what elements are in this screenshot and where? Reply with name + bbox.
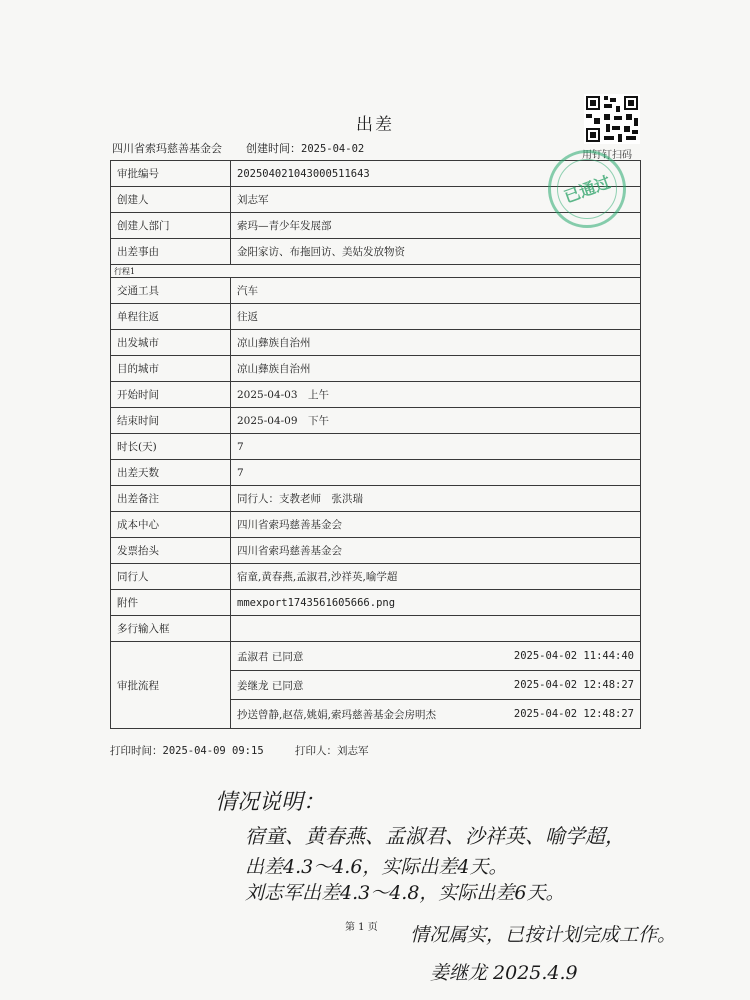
table-row bbox=[111, 512, 641, 538]
stamp-text: 已通过 bbox=[561, 172, 614, 207]
field-label: 成本中心 bbox=[111, 512, 231, 538]
field-label: 审批流程 bbox=[111, 642, 231, 729]
organization-name: 四川省索玛慈善基金会 bbox=[112, 142, 222, 155]
field-label: 同行人 bbox=[111, 564, 231, 590]
table-row bbox=[111, 408, 641, 434]
created-time bbox=[246, 140, 364, 156]
field-value: 7 bbox=[231, 434, 641, 460]
field-label: 出差备注 bbox=[111, 486, 231, 512]
field-label: 审批编号 bbox=[111, 161, 231, 187]
table-row bbox=[111, 590, 641, 616]
field-value: 2025-04-03 上午 bbox=[231, 382, 641, 408]
field-value: 宿童,黄春燕,孟淑君,沙祥英,喻学超 bbox=[231, 564, 641, 590]
table-row bbox=[111, 304, 641, 330]
flow-step-time: 2025-04-02 12:48:27 bbox=[513, 679, 634, 691]
table-row bbox=[111, 278, 641, 304]
flow-step bbox=[231, 670, 640, 699]
table-row bbox=[111, 434, 641, 460]
flow-step-who: 抄送曾静,赵蓓,姚娟,索玛慈善基金会房明杰 bbox=[237, 708, 437, 721]
approval-flow bbox=[231, 642, 641, 729]
field-label: 出发城市 bbox=[111, 330, 231, 356]
field-value: 刘志军 bbox=[231, 187, 641, 213]
field-value: 2025-04-09 下午 bbox=[231, 408, 641, 434]
printer: 打印人：刘志军 bbox=[295, 745, 369, 757]
qr-label: 用钉钉扫码 bbox=[582, 150, 632, 161]
field-value: 7 bbox=[231, 460, 641, 486]
field-label: 目的城市 bbox=[111, 356, 231, 382]
approval-form-table bbox=[110, 160, 641, 729]
print-time-text: 打印时间：2025-04-09 09:15 bbox=[110, 745, 264, 757]
field-label: 时长(天) bbox=[111, 434, 231, 460]
table-row bbox=[111, 616, 641, 642]
created-label: 创建时间： bbox=[246, 142, 301, 155]
section-label: 行程1 bbox=[111, 265, 641, 278]
table-row bbox=[111, 356, 641, 382]
flow-step-time: 2025-04-02 12:48:27 bbox=[513, 708, 634, 720]
flow-step-time: 2025-04-02 11:44:40 bbox=[513, 650, 634, 662]
field-label: 交通工具 bbox=[111, 278, 231, 304]
approval-flow-row bbox=[111, 642, 641, 729]
field-value: 往返 bbox=[231, 304, 641, 330]
table-row bbox=[111, 538, 641, 564]
qr-code bbox=[584, 94, 640, 144]
field-label: 结束时间 bbox=[111, 408, 231, 434]
attachment-link[interactable]: mmexport1743561605666.png bbox=[231, 590, 641, 616]
table-row bbox=[111, 239, 641, 265]
section-row bbox=[111, 265, 641, 278]
table-row bbox=[111, 564, 641, 590]
field-value: 索玛—青少年发展部 bbox=[231, 213, 641, 239]
field-value: 四川省索玛慈善基金会 bbox=[231, 512, 641, 538]
field-label: 开始时间 bbox=[111, 382, 231, 408]
field-label: 创建人部门 bbox=[111, 213, 231, 239]
print-time bbox=[110, 743, 264, 758]
flow-step bbox=[231, 642, 640, 670]
approved-stamp bbox=[548, 150, 626, 228]
field-value: 四川省索玛慈善基金会 bbox=[231, 538, 641, 564]
field-label: 单程往返 bbox=[111, 304, 231, 330]
table-row bbox=[111, 382, 641, 408]
field-label: 出差天数 bbox=[111, 460, 231, 486]
flow-step-who: 孟淑君 已同意 bbox=[237, 650, 304, 663]
handwritten-note-line: 宿童、黄春燕、孟淑君、沙祥英、喻学超， bbox=[245, 824, 625, 848]
field-label: 创建人 bbox=[111, 187, 231, 213]
field-value: 汽车 bbox=[231, 278, 641, 304]
handwritten-note-line: 刘志军出差4.3～4.8，实际出差6天。 bbox=[245, 882, 565, 904]
created-value: 2025-04-02 bbox=[301, 143, 365, 155]
flow-step-who: 姜继龙 已同意 bbox=[237, 679, 304, 692]
field-label: 多行输入框 bbox=[111, 616, 231, 642]
field-label: 发票抬头 bbox=[111, 538, 231, 564]
flow-step bbox=[231, 699, 640, 728]
table-row bbox=[111, 330, 641, 356]
field-value: 凉山彝族自治州 bbox=[231, 356, 641, 382]
page-title: 出差 bbox=[356, 115, 394, 135]
field-value: 凉山彝族自治州 bbox=[231, 330, 641, 356]
table-row bbox=[111, 486, 641, 512]
field-value: 同行人：支教老师 张洪瑞 bbox=[231, 486, 641, 512]
field-value bbox=[231, 616, 641, 642]
handwritten-note-title: 情况说明： bbox=[215, 790, 326, 815]
field-label: 附件 bbox=[111, 590, 231, 616]
field-value: 202504021043000511643 bbox=[231, 161, 641, 187]
handwritten-signature: 姜继龙 2025.4.9 bbox=[430, 962, 578, 984]
page-number: 第 1 页 bbox=[345, 922, 378, 933]
handwritten-note-line: 出差4.3～4.6，实际出差4天。 bbox=[245, 856, 508, 878]
table-row bbox=[111, 460, 641, 486]
field-value: 金阳家访、布拖回访、美姑发放物资 bbox=[231, 239, 641, 265]
handwritten-note-line: 情况属实，已按计划完成工作。 bbox=[410, 924, 677, 946]
field-label: 出差事由 bbox=[111, 239, 231, 265]
